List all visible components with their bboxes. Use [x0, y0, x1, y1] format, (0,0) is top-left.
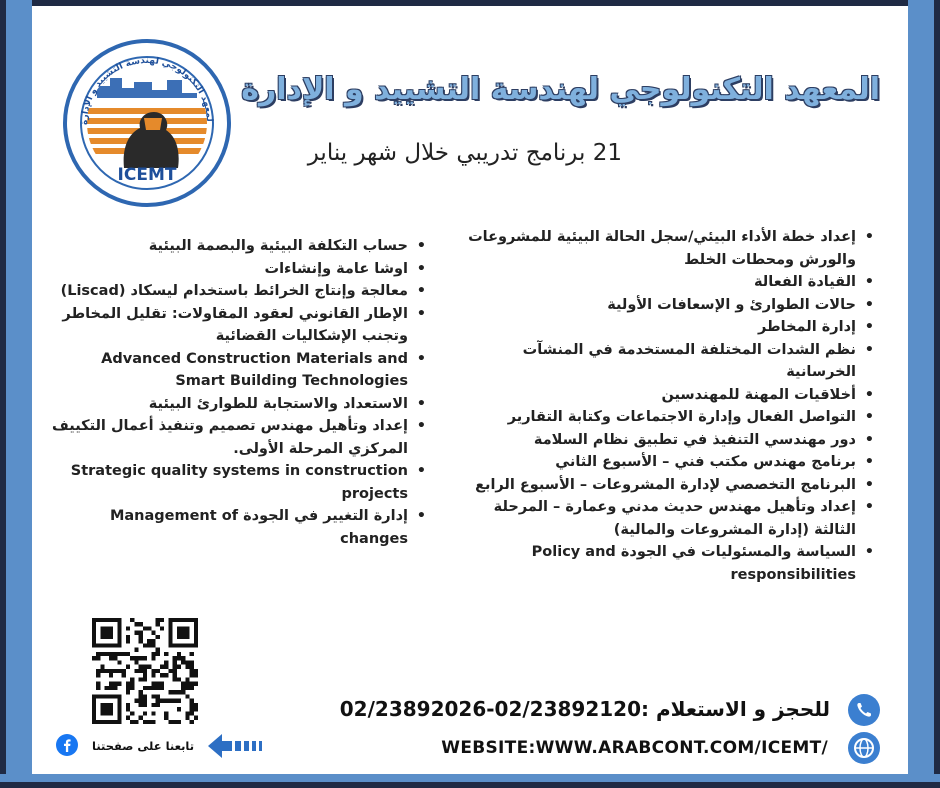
list-item: • إدارة التغيير في الجودة Management of changes: [50, 505, 430, 550]
follow-us-text: تابعنا على صفحتنا: [92, 739, 195, 753]
list-item: • إعداد خطة الأداء البيئي/سجل الحالة البيئية للمشروعات والورش ومحطات الخلط: [453, 226, 878, 271]
page-subtitle: 21 برنامج تدريبي خلال شهر يناير: [307, 140, 622, 166]
list-item: • إدارة المخاطر: [453, 316, 878, 339]
list-item: • البرنامج التخصصي لإدارة المشروعات – الأسبوع الرابع: [453, 474, 878, 497]
list-item: • حالات الطوارئ و الإسعافات الأولية: [453, 294, 878, 317]
list-item: • القيادة الفعالة: [453, 271, 878, 294]
arrow-left-icon: [208, 733, 264, 759]
list-item: • برنامج مهندس مكتب فني – الأسبوع الثاني: [453, 451, 878, 474]
list-item: • دور مهندسي التنفيذ في تطبيق نظام السلامة: [453, 429, 878, 452]
contact-phones: للحجز و الاستعلام :02/23892120-02/23892026: [339, 697, 830, 721]
list-item: • السياسة والمسئوليات في الجودة Policy and responsibilities: [453, 541, 878, 586]
list-item: • أخلاقيات المهنة للمهندسين: [453, 384, 878, 407]
programs-list-left: [50, 235, 430, 550]
list-item: • Advanced Construction Materials and Smart Building Technologies: [50, 348, 430, 393]
list-item: • حساب التكلفة البيئية والبصمة البيئية: [50, 235, 430, 258]
frame-left: [0, 0, 32, 788]
list-item: • الاستعداد والاستجابة للطوارئ البيئية: [50, 393, 430, 416]
list-item: • Strategic quality systems in construction projects: [50, 460, 430, 505]
list-item: • اوشا عامة وإنشاءات: [50, 258, 430, 281]
programs-list-right: [453, 226, 878, 586]
frame-right: [908, 0, 940, 788]
list-item: • التواصل الفعال وإدارة الاجتماعات وكتابة التقارير: [453, 406, 878, 429]
list-item: • الإطار القانوني لعقود المقاولات: تقليل المخاطر وتجنب الإشكاليات القضائية: [50, 303, 430, 348]
icemt-logo: [62, 38, 232, 208]
globe-icon[interactable]: [848, 732, 880, 764]
logo-label: ICEMT: [117, 165, 177, 185]
list-item: • نظم الشدات المختلفة المستخدمة في المنشآت الخرسانية: [453, 339, 878, 384]
frame-top: [0, 0, 940, 6]
logo-ring-text: لمعهد التكنولوجي لهندسة التشييد و الإدارة: [79, 55, 215, 125]
list-item: • إعداد وتأهيل مهندس تصميم وتنفيذ أعمال التكييف المركزي المرحلة الأولى.: [50, 415, 430, 460]
qr-code[interactable]: [92, 618, 198, 724]
facebook-icon[interactable]: [56, 734, 78, 756]
list-item: • معالجة وإنتاج الخرائط باستخدام ليسكاد (Liscad): [50, 280, 430, 303]
website-link[interactable]: WEBSITE:WWW.ARABCONT.COM/ICEMT/: [441, 738, 828, 758]
frame-bottom: [0, 774, 940, 788]
list-item: • إعداد وتأهيل مهندس حديث مدني وعمارة – المرحلة الثالثة (إدارة المشروعات والمالية): [453, 496, 878, 541]
page-title: المعهد التكنولوجي لهندسة التشييد و الإدارة: [241, 72, 880, 107]
phone-icon[interactable]: [848, 694, 880, 726]
